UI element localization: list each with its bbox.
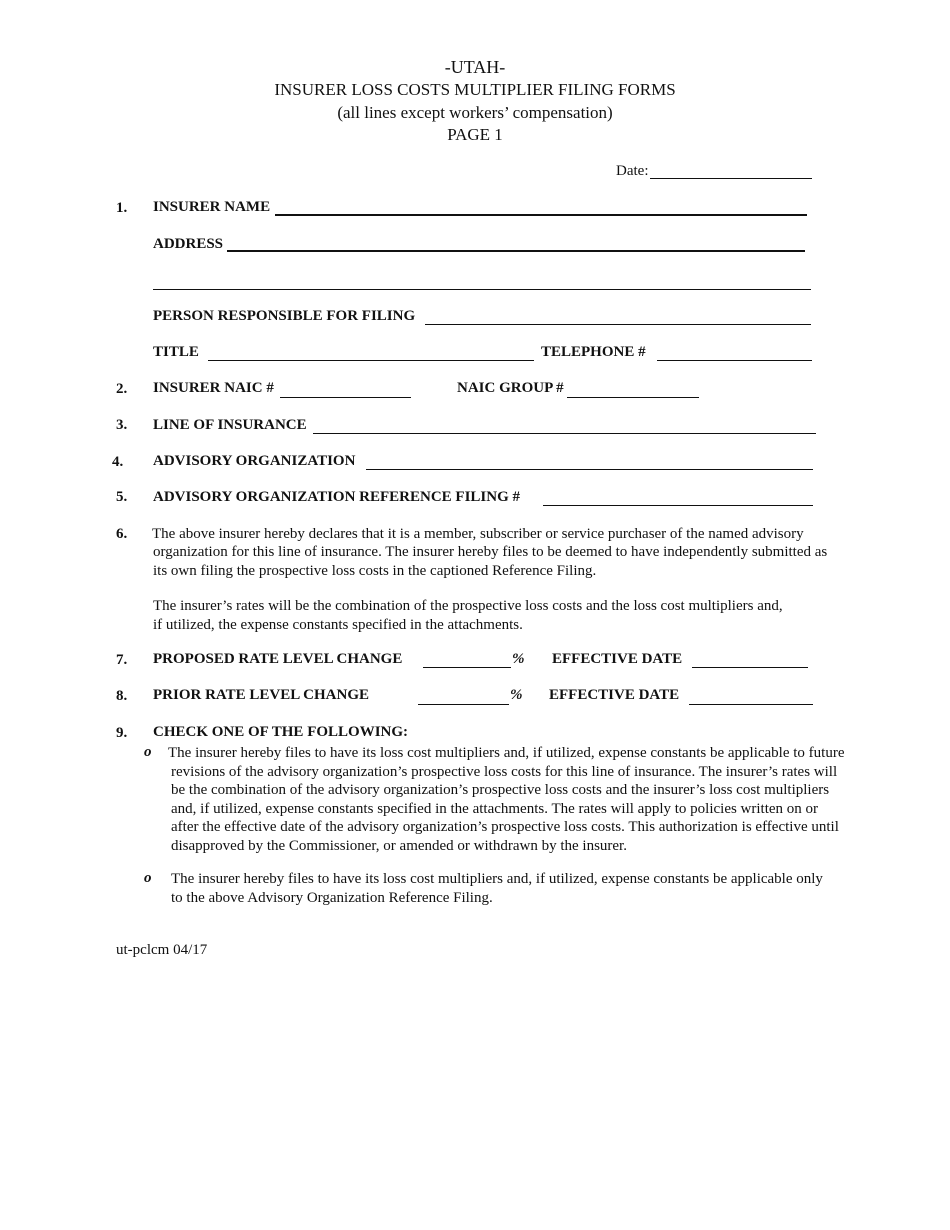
insurer-name-field[interactable]	[275, 214, 807, 216]
option1-checkbox[interactable]: o	[144, 744, 152, 760]
prior-change-label: PRIOR RATE LEVEL CHANGE	[153, 687, 370, 703]
option2-checkbox[interactable]: o	[144, 870, 152, 886]
telephone-label: TELEPHONE #	[541, 344, 646, 360]
person-responsible-field[interactable]	[425, 324, 811, 325]
declaration-rest: organization for this line of insurance. The insurer hereby files to be deemed to have independently submitted as its own filing the prospective loss costs in the captioned Reference Filing.	[153, 544, 828, 579]
address-field-2[interactable]	[153, 289, 811, 290]
naic-group-field[interactable]	[567, 397, 699, 398]
title-field[interactable]	[208, 360, 534, 361]
naic-group-label: NAIC GROUP #	[457, 380, 564, 396]
proposed-effective-field[interactable]	[692, 667, 808, 668]
insurer-naic-label: INSURER NAIC #	[153, 380, 274, 396]
address-field-1[interactable]	[227, 250, 805, 252]
form-subtitle: (all lines except workers’ compensation)	[337, 103, 613, 122]
insurer-name-label: INSURER NAME	[153, 199, 271, 215]
prior-percent: %	[510, 687, 523, 703]
prior-change-field[interactable]	[418, 704, 509, 705]
prior-effective-field[interactable]	[689, 704, 813, 705]
item-number-6: 6.	[116, 526, 128, 542]
title-label: TITLE	[153, 344, 199, 360]
item-number-2: 2.	[116, 381, 128, 397]
option1-text: The insurer hereby files to have its loss cost multipliers and, if utilized, expense constants be applicable to future revisions of the advisory organization’s prospective loss costs for this line of insurance. The insurer’s rates will be the combination of the advisory organization’s prospective loss costs and the insurer’s loss cost multipliers and, if utilized, expense constants specified in the attachments. The rates will apply to policies written on or after the effective date of the advisory organization’s prospective loss costs. This authorization is effective until disapproved by the Commissioner, or amended or withdrawn by the insurer.	[168, 745, 845, 854]
insurer-naic-field[interactable]	[280, 397, 411, 398]
item-number-4: 4.	[112, 454, 124, 470]
item-number-1: 1.	[116, 200, 128, 216]
telephone-field[interactable]	[657, 360, 812, 361]
person-responsible-label: PERSON RESPONSIBLE FOR FILING	[153, 308, 416, 324]
option2-text: The insurer hereby files to have its loss cost multipliers and, if utilized, expense constants be applicable only to the above Advisory Organization Reference Filing.	[171, 871, 823, 906]
proposed-percent: %	[512, 651, 525, 667]
form-id: ut-pclcm 04/17	[116, 942, 208, 958]
item-number-3: 3.	[116, 417, 128, 433]
address-label: ADDRESS	[153, 236, 224, 252]
item-number-5: 5.	[116, 489, 128, 505]
prior-effective-label: EFFECTIVE DATE	[549, 687, 680, 703]
advisory-ref-field[interactable]	[543, 505, 813, 506]
advisory-org-label: ADVISORY ORGANIZATION	[153, 453, 356, 469]
line-of-insurance-field[interactable]	[313, 433, 816, 434]
proposed-effective-label: EFFECTIVE DATE	[552, 651, 683, 667]
check-one-heading: CHECK ONE OF THE FOLLOWING:	[153, 724, 409, 740]
form-title: INSURER LOSS COSTS MULTIPLIER FILING FORMS	[274, 80, 676, 99]
line-of-insurance-label: LINE OF INSURANCE	[153, 417, 307, 433]
advisory-ref-label: ADVISORY ORGANIZATION REFERENCE FILING #	[153, 489, 521, 505]
proposed-change-label: PROPOSED RATE LEVEL CHANGE	[153, 651, 403, 667]
declaration-line1: The above insurer hereby declares that it is a member, subscriber or service purchaser of the named advisory	[152, 526, 804, 542]
item-number-9: 9.	[116, 725, 128, 741]
advisory-org-field[interactable]	[366, 469, 813, 470]
item-number-7: 7.	[116, 652, 128, 668]
page-number: PAGE 1	[447, 125, 503, 144]
date-label: Date:	[616, 163, 649, 179]
item-number-8: 8.	[116, 688, 128, 704]
rates-paragraph: The insurer’s rates will be the combination of the prospective loss costs and the loss cost multipliers and, if utilized, the expense constants specified in the attachments.	[153, 598, 783, 633]
state-heading: -UTAH-	[444, 57, 506, 77]
date-field[interactable]	[650, 178, 812, 179]
proposed-change-field[interactable]	[423, 667, 511, 668]
